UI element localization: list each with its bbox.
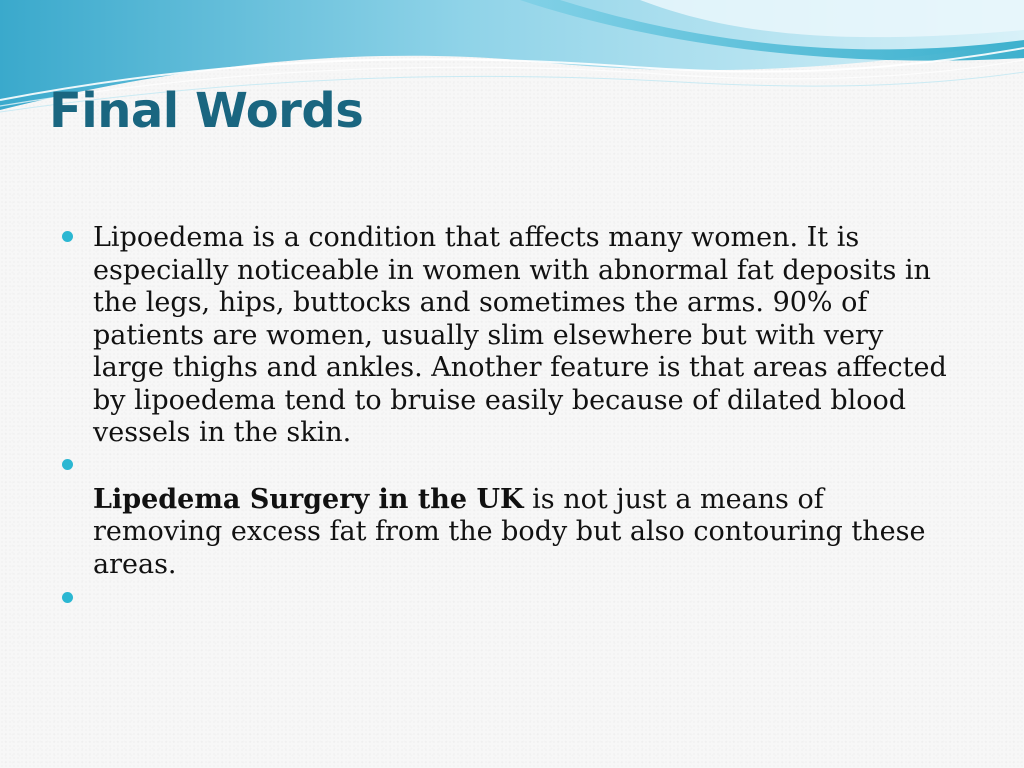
slide-title: Final Words <box>49 83 364 139</box>
bullet-bold-text: Lipedema Surgery in the UK <box>93 483 524 515</box>
bullet-text: is not just a means of removing excess fat from the body but also contouring these areas. <box>93 483 926 580</box>
bullet-text: Lipoedema is a condition that affects many women. It is especially noticeable in women with abnormal fat deposits in the legs, hips, buttocks and sometimes the arms. 90% of patients are women, usually slim elsewhere but with very large thighs and ankles. Another feature is that areas affected by lipoedema tend to bruise easily because of dilated blood vessels in the skin. <box>93 222 947 448</box>
bullet-item <box>60 452 960 582</box>
bullet-dot-icon <box>62 459 73 470</box>
bullet-dot-icon <box>62 592 73 603</box>
bullet-item-empty <box>60 585 960 615</box>
bullet-dot-icon <box>62 231 73 242</box>
bullet-item <box>60 222 960 450</box>
paragraph-spacer <box>93 452 960 484</box>
bullet-list <box>60 222 960 615</box>
